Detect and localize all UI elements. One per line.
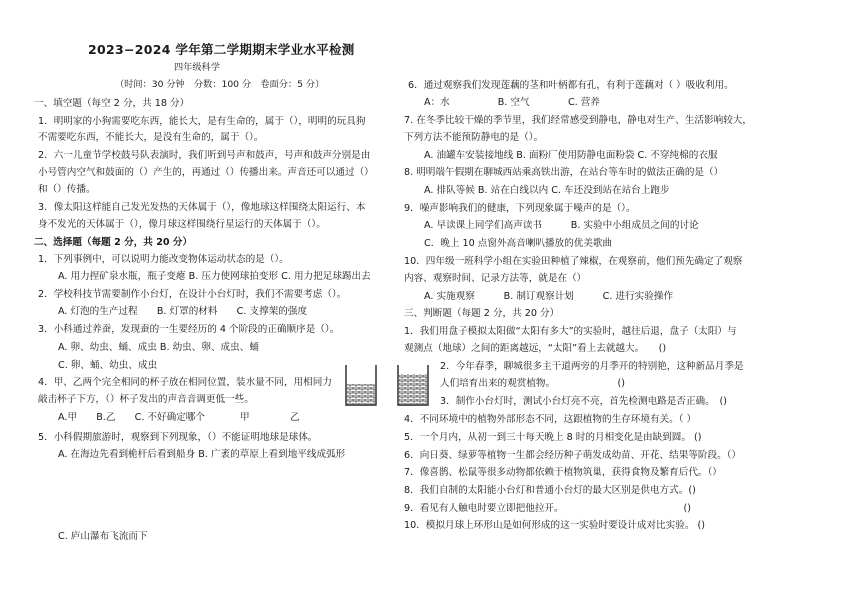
c9-options-ab: A. 早读课上同学们高声读书 B. 实验中小组成员之间的讨论 [424, 220, 699, 231]
tf2-line1: 2．今年春季，聊城很多主干道两旁的月季开的特别艳，这种新品月季是 [440, 361, 744, 372]
section-true-false: 三、判断题（每题 2 分，共 20 分） [404, 308, 560, 319]
tf9: 9．看见有人触电时要立即把他拉开。 () [404, 503, 692, 514]
c6-stem: 6．通过观察我们发现莲藕的茎和叶柄都有孔，有利于莲藕对（ ）吸收利用。 [408, 80, 734, 91]
c7-stem-line1: 7. 在冬季比较干燥的季节里，我们经常感受到静电，静电对生产、生活影响较大， [404, 115, 752, 126]
exam-title: 2023−2024 学年第二学期期末学业水平检测 [88, 42, 355, 57]
tf10: 10．模拟月球上环形山是如何形成的这一实验时要设计成对比实验。 () [404, 520, 705, 531]
q1-line1: 1．明明家的小狗需要吃东西，能长大，是有生命的，属于（），明明的玩具狗 [38, 116, 366, 127]
tf1-line2: 观测点（地球）之间的距离越远，“太阳”看上去就越大。 () [404, 343, 667, 354]
cup-label-b: 乙 [290, 412, 300, 423]
cup-label-a: 甲 [240, 412, 250, 423]
tf8: 8．我们自制的太阳能小台灯和普通小台灯的最大区别是供电方式。() [404, 485, 696, 496]
c3-option-c: C. 卵、蛹、幼虫、成虫 [58, 360, 158, 371]
c3-stem: 3．小科通过养蚕，发现蚕的一生要经历的 4 个阶段的正确顺序是（）。 [38, 324, 340, 335]
q2-line2: 小号管内空气和鼓面的（）产生的，再通过（）传播出来。声音还可以通过（） [38, 167, 374, 178]
c8-stem: 8. 明明端午假期在聊城西站乘高铁出游，在站台等车时的做法正确的是（） [404, 167, 724, 178]
c5-option-c: C. 庐山瀑布飞流而下 [58, 531, 148, 542]
c6-options: A：水 B. 空气 C. 营养 [424, 97, 600, 108]
c8-options: A. 排队等候 B. 站在白线以内 C. 车还没到站在站台上跑步 [424, 185, 670, 196]
c4-stem-line2: 敲击杯子下方，（）杯子发出的声音音调更低一些。 [38, 394, 254, 405]
c10-stem-line1: 10．四年级一班科学小组在实验田种植了辣椒，在观察前，他们预先确定了观察 [404, 256, 743, 267]
exam-info: （时间：30 分钟 分数：100 分 卷面分：5 分） [115, 79, 325, 90]
c1-stem: 1．下列事例中，可以说明力能改变物体运动状态的是（）。 [38, 254, 289, 265]
tf5: 5．一个月内，从初一到三十每天晚上 8 时的月相变化是由缺到圆。 () [404, 432, 702, 443]
q3-line2: 身不发光的天体属于（），像月球这样围绕行星运行的天体属于（）。 [38, 219, 326, 230]
exam-grade: 四年级科学 [174, 62, 220, 73]
c4-stem-line1: 4．甲、乙两个完全相同的杯子放在相同位置，装水量不同，用相同力 [38, 377, 332, 388]
c2-options: A. 灯泡的生产过程 B. 灯罩的材料 C. 支撑架的强度 [58, 306, 308, 317]
cup-b-illustration [396, 363, 430, 407]
c5-stem: 5．小科假期旅游时，观察到下列现象，（）不能证明地球是球体。 [38, 432, 318, 443]
q1-line2: 不需要吃东西，不能长大，是没有生命的，属于（）。 [38, 132, 264, 143]
c3-options-ab: A. 卵、幼虫、蛹、成虫 B. 幼虫、卵、成虫、蛹 [58, 342, 259, 353]
q2-line3: 和（）传播。 [38, 184, 96, 195]
tf1-line1: 1．我们用盘子模拟太阳做“太阳有多大”的实验时，越往后退，盘子（太阳）与 [404, 326, 737, 337]
section-choice: 二、选择题（每题 2 分，共 20 分） [34, 237, 193, 248]
tf3: 3．制作小台灯时，测试小台灯亮不亮，首先检测电路是否正确。 () [440, 396, 728, 407]
c4-options: A.甲 B.乙 C. 不好确定哪个 [58, 412, 205, 423]
tf2-line2: 人们培育出来的观赏植物。 () [440, 378, 625, 389]
tf7: 7．像喜鹊、松鼠等很多动物都依赖于植物筑巢，获得食物及繁育后代。（） [404, 467, 722, 478]
c7-options: A. 油罐车安装接地线 B. 面粉厂使用防静电面粉袋 C. 不穿纯棉的衣服 [424, 150, 718, 161]
c7-stem-line2: 下列方法不能预防静电的是（）。 [404, 132, 544, 143]
tf4: 4．不同环境中的植物外部形态不同，这跟植物的生存环境有关。（ ） [404, 414, 697, 425]
c10-options: A. 实施观察 B. 制订观察计划 C. 进行实验操作 [424, 291, 674, 302]
c2-stem: 2．学校科技节需要制作小台灯，在设计小台灯时，我们不需要考虑（）。 [38, 289, 347, 300]
cup-a-illustration [344, 363, 378, 407]
section-fill-blank: 一、填空题（每空 2 分，共 18 分） [34, 98, 190, 109]
c5-options-ab: A. 在海边先看到桅杆后看到船身 B. 广袤的草原上看到地平线成弧形 [58, 449, 346, 460]
c1-options: A. 用力捏矿泉水瓶，瓶子变瘪 B. 压力使网球拍变形 C. 用力把足球踢出去 [58, 271, 371, 282]
q3-line1: 3．像太阳这样能自己发光发热的天体属于（），像地球这样围绕太阳运行、本 [38, 202, 366, 213]
q2-line1: 2．六一儿童节学校鼓号队表演时，我们听到号声和鼓声，号声和鼓声分别是由 [38, 150, 371, 161]
c10-stem-line2: 内容、观察时间、记录方法等，就是在（） [404, 273, 587, 284]
tf6: 6．向日葵、绿萝等植物一生都会经历种子萌发成幼苗、开花、结果等阶段。（） [404, 450, 742, 461]
c9-option-c: C．晚上 10 点窗外高音喇叭播放的优美歌曲 [424, 238, 613, 249]
c9-stem: 9．噪声影响我们的健康，下列现象属于噪声的是（）。 [404, 203, 636, 214]
